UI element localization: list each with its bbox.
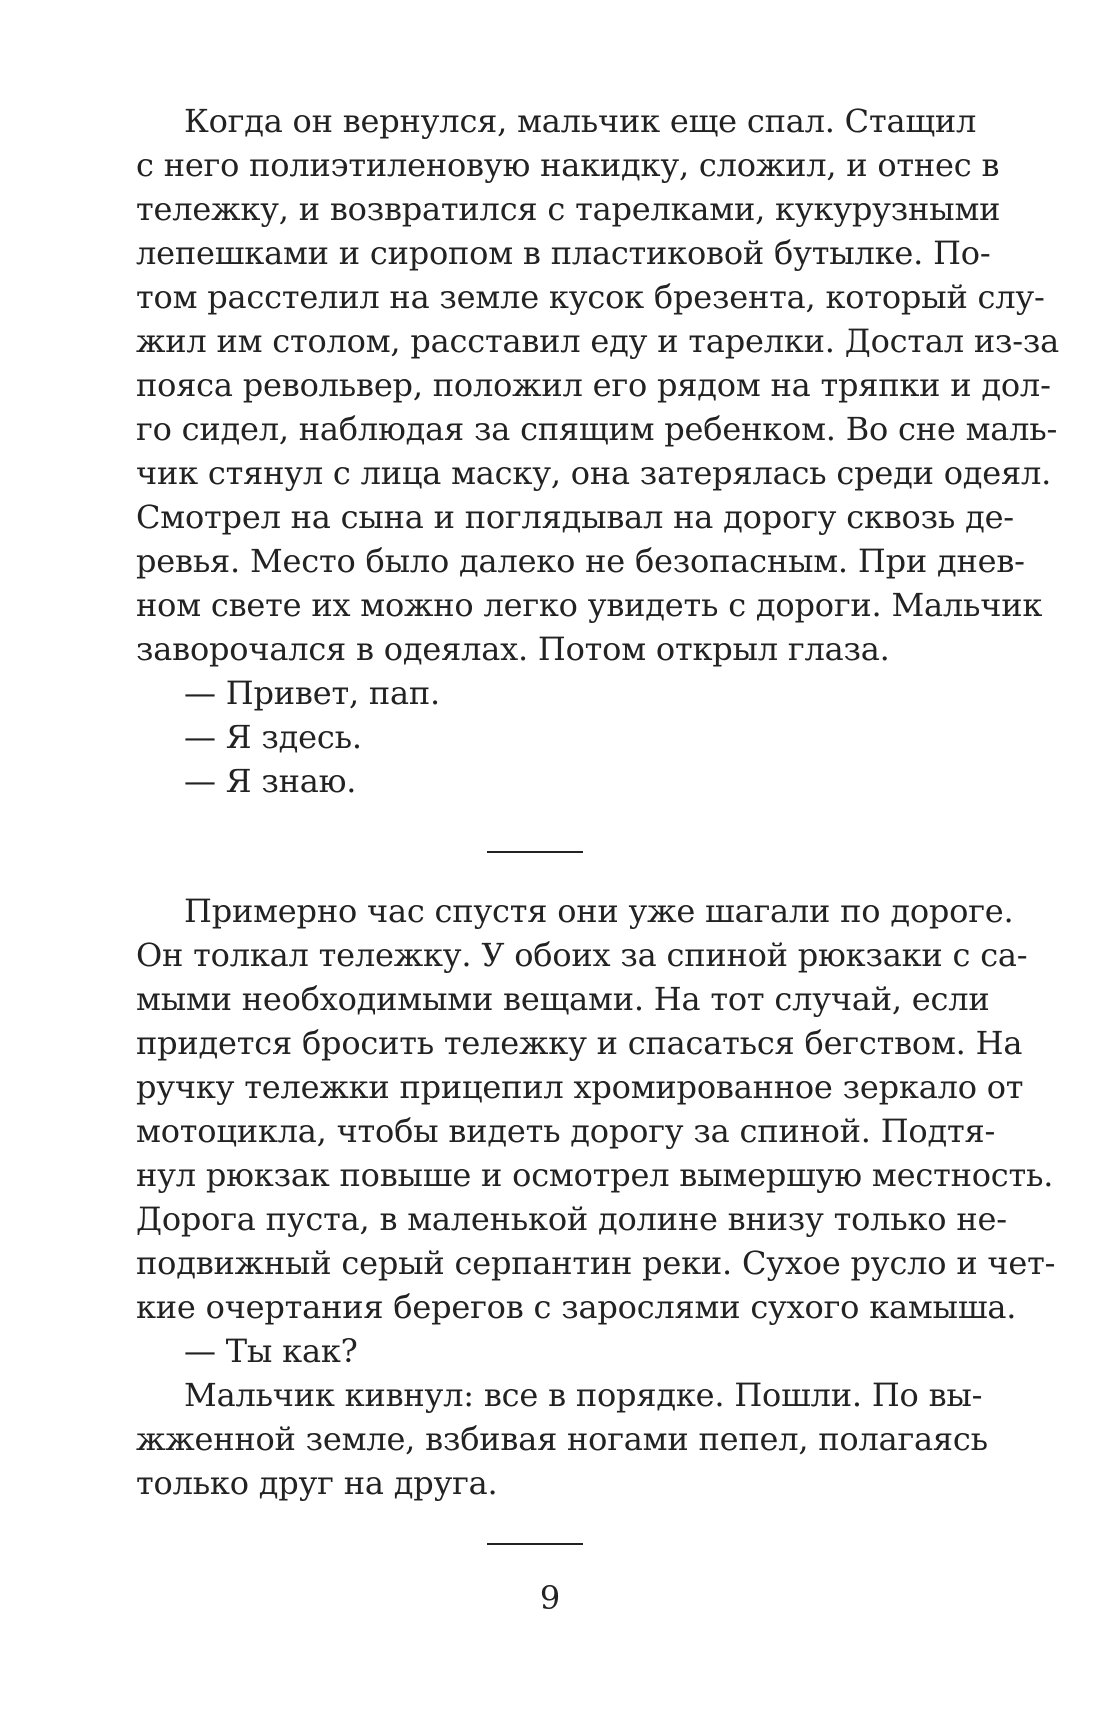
page-number: 9 xyxy=(539,1579,561,1617)
text-line: с него полиэтиленовую накидку, сложил, и отнес в xyxy=(136,146,1000,184)
text-line: заворочался в одеялах. Потом открыл глаза. xyxy=(136,630,890,668)
text-line: ручку тележки прицепил хромированное зеркало от xyxy=(136,1068,1024,1106)
text-line: Когда он вернулся, мальчик еще спал. Стащил xyxy=(184,102,977,140)
text-line: мыми необходимыми вещами. На тот случай, если xyxy=(136,980,990,1018)
text-line: жил им столом, расставил еду и тарелки. Достал из-за xyxy=(136,322,1059,360)
text-line: мотоцикла, чтобы видеть дорогу за спиной. Подтя- xyxy=(136,1112,996,1150)
text-line: том расстелил на земле кусок брезента, который слу- xyxy=(136,278,1045,316)
text-line: го сидел, наблюдая за спящим ребенком. Во сне маль- xyxy=(136,410,1058,448)
dialogue-line: — Я здесь. xyxy=(184,718,362,756)
text-line: лепешками и сиропом в пластиковой бутылке. По- xyxy=(136,234,991,272)
text-line: Смотрел на сына и поглядывал на дорогу сквозь де- xyxy=(136,498,1014,536)
text-line: Мальчик кивнул: все в порядке. Пошли. По вы- xyxy=(184,1376,983,1414)
text-line: чик стянул с лица маску, она затерялась среди одеял. xyxy=(136,454,1052,492)
section-separator xyxy=(487,1543,583,1545)
text-line: придется бросить тележку и спасаться бегством. На xyxy=(136,1024,1023,1062)
text-line: нул рюкзак повыше и осмотрел вымершую местность. xyxy=(136,1156,1054,1194)
text-line: кие очертания берегов с зарослями сухого камыша. xyxy=(136,1288,1017,1326)
text-line: Примерно час спустя они уже шагали по дороге. xyxy=(184,892,1014,930)
text-line: жженной земле, взбивая ногами пепел, полагаясь xyxy=(136,1420,988,1458)
dialogue-line: — Я знаю. xyxy=(184,762,357,800)
section-separator xyxy=(487,851,583,853)
text-line: только друг на друга. xyxy=(136,1464,498,1502)
text-line: тележку, и возвратился с тарелками, кукурузными xyxy=(136,190,1001,228)
text-line: Дорога пуста, в маленькой долине внизу только не- xyxy=(136,1200,1007,1238)
text-line: пояса револьвер, положил его рядом на тряпки и дол- xyxy=(136,366,1051,404)
text-line: подвижный серый серпантин реки. Сухое русло и чет- xyxy=(136,1244,1056,1282)
text-line: ном свете их можно легко увидеть с дороги. Мальчик xyxy=(136,586,1043,624)
text-line: ревья. Место было далеко не безопасным. При днев- xyxy=(136,542,1025,580)
dialogue-line: — Ты как? xyxy=(184,1332,358,1370)
dialogue-line: — Привет, пап. xyxy=(184,674,440,712)
text-line: Он толкал тележку. У обоих за спиной рюкзаки с са- xyxy=(136,936,1028,974)
